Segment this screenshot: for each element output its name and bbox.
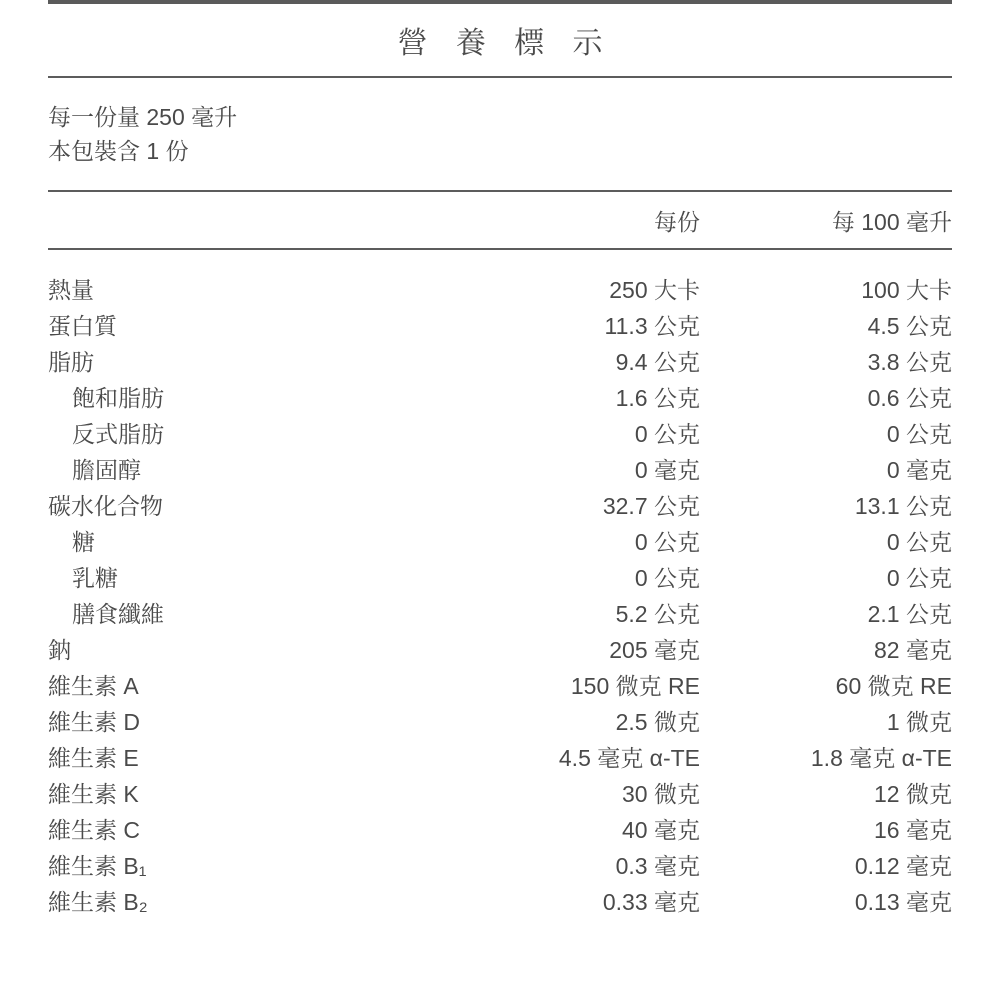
nutrient-name: 維生素 B₂ — [48, 889, 148, 915]
nutrient-name: 熱量 — [48, 277, 94, 303]
nutrient-name: 膳食纖維 — [72, 601, 164, 627]
nutrient-value-per-100ml: 82 毫克 — [874, 637, 952, 663]
nutrient-value-per-100ml: 0 公克 — [886, 565, 952, 591]
servings-per-container-text: 本包裝含 1 份 — [48, 138, 189, 164]
nutrient-name: 維生素 E — [48, 745, 139, 771]
nutrient-name: 維生素 K — [48, 781, 139, 807]
nutrient-value-per-serving: 250 大卡 — [609, 277, 700, 303]
nutrient-name: 維生素 B₁ — [48, 853, 147, 879]
nutrient-value-per-serving: 205 毫克 — [609, 637, 700, 663]
serving-size-text: 每一份量 250 毫升 — [48, 104, 238, 130]
nutrient-value-per-serving: 5.2 公克 — [615, 601, 700, 627]
nutrient-value-per-100ml: 100 大卡 — [861, 277, 952, 303]
column-header-nutrient — [48, 192, 452, 248]
nutrient-value-per-100ml: 13.1 公克 — [854, 493, 952, 519]
page-title: 營 養 標 示 — [397, 27, 613, 60]
nutrient-value-per-serving: 40 毫克 — [622, 817, 700, 843]
nutrient-name: 乳糖 — [72, 565, 118, 591]
table-row — [48, 884, 952, 920]
table-row — [48, 416, 952, 452]
table-row — [48, 488, 952, 524]
nutrient-value-per-100ml: 0 毫克 — [886, 457, 952, 483]
nutrient-name: 脂肪 — [48, 349, 94, 375]
nutrient-value-per-100ml: 1 微克 — [886, 709, 952, 735]
table-row — [48, 740, 952, 776]
nutrient-value-per-100ml: 3.8 公克 — [867, 349, 952, 375]
table-row — [48, 560, 952, 596]
nutrient-name: 鈉 — [48, 637, 71, 663]
nutrient-value-per-100ml: 12 微克 — [874, 781, 952, 807]
nutrient-value-per-100ml: 4.5 公克 — [867, 313, 952, 339]
table-body-spacer — [48, 250, 952, 272]
table-body — [48, 272, 952, 920]
nutrient-value-per-100ml: 1.8 毫克 α-TE — [810, 745, 952, 771]
table-header-row — [48, 192, 952, 248]
nutrient-value-per-serving: 0.3 毫克 — [615, 853, 700, 879]
nutrient-name: 飽和脂肪 — [72, 385, 164, 411]
nutrient-value-per-serving: 11.3 公克 — [604, 313, 700, 339]
nutrient-name: 蛋白質 — [48, 313, 117, 339]
nutrient-value-per-100ml: 0.13 毫克 — [854, 889, 952, 915]
nutrient-name: 碳水化合物 — [48, 493, 163, 519]
nutrient-name: 反式脂肪 — [72, 421, 164, 447]
nutrient-value-per-serving: 0.33 毫克 — [602, 889, 700, 915]
table-row — [48, 704, 952, 740]
table-row — [48, 308, 952, 344]
nutrient-value-per-serving: 1.6 公克 — [615, 385, 700, 411]
table-row — [48, 272, 952, 308]
nutrient-name: 維生素 D — [48, 709, 140, 735]
nutrient-value-per-serving: 4.5 毫克 α-TE — [558, 745, 700, 771]
nutrient-value-per-100ml: 60 微克 RE — [835, 673, 952, 699]
nutrient-value-per-serving: 150 微克 RE — [570, 673, 700, 699]
nutrition-facts-table — [48, 192, 952, 248]
serving-info-block — [48, 78, 952, 190]
nutrient-value-per-serving: 0 毫克 — [634, 457, 700, 483]
nutrient-name: 維生素 C — [48, 817, 140, 843]
nutrition-values-table — [48, 272, 952, 920]
column-header-per-serving: 每份 — [654, 208, 700, 235]
column-header-per-100ml: 每 100 毫升 — [831, 208, 952, 235]
nutrient-value-per-100ml: 0.6 公克 — [867, 385, 952, 411]
nutrient-name: 膽固醇 — [72, 457, 141, 483]
nutrient-name: 糖 — [72, 529, 95, 555]
nutrient-name: 維生素 A — [48, 673, 139, 699]
nutrient-value-per-serving: 32.7 公克 — [602, 493, 700, 519]
title-block — [48, 4, 952, 76]
nutrient-value-per-100ml: 0 公克 — [886, 529, 952, 555]
nutrient-value-per-serving: 2.5 微克 — [615, 709, 700, 735]
table-row — [48, 344, 952, 380]
table-row — [48, 848, 952, 884]
nutrient-value-per-serving: 0 公克 — [634, 529, 700, 555]
nutrient-value-per-100ml: 16 毫克 — [874, 817, 952, 843]
table-row — [48, 632, 952, 668]
table-row — [48, 596, 952, 632]
nutrient-value-per-serving: 30 微克 — [622, 781, 700, 807]
table-row — [48, 812, 952, 848]
nutrient-value-per-serving: 0 公克 — [634, 565, 700, 591]
nutrient-value-per-100ml: 0 公克 — [886, 421, 952, 447]
nutrient-value-per-100ml: 0.12 毫克 — [854, 853, 952, 879]
nutrient-value-per-100ml: 2.1 公克 — [867, 601, 952, 627]
table-row — [48, 776, 952, 812]
nutrient-value-per-serving: 9.4 公克 — [615, 349, 700, 375]
nutrient-value-per-serving: 0 公克 — [634, 421, 700, 447]
table-row — [48, 452, 952, 488]
table-row — [48, 668, 952, 704]
table-row — [48, 380, 952, 416]
table-row — [48, 524, 952, 560]
